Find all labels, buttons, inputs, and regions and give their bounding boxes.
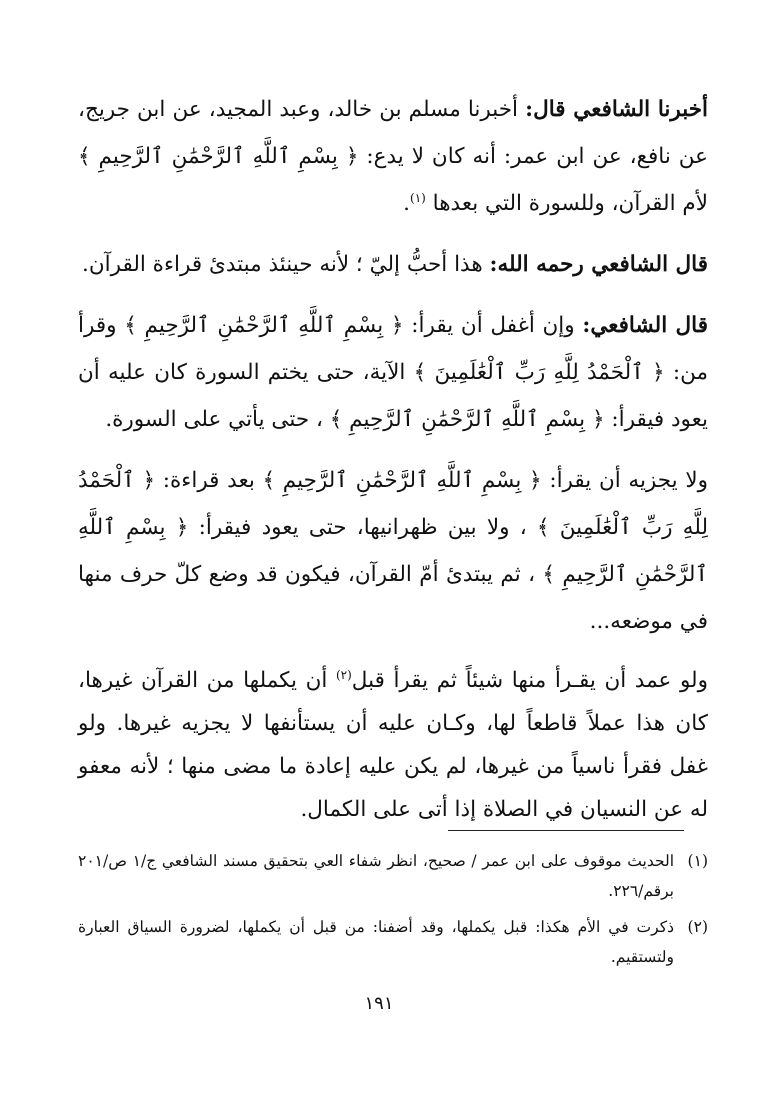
paragraph-text: ولا يجزيه أن يقرأ: ﴿ بِسْمِ ٱللَّهِ ٱلرَّحْمَٰنِ ٱلرَّحِيمِ ﴾ بعد قراءة: ﴿ ٱلْحَمْدُ لِلَّهِ رَبِّ ٱلْعَٰلَمِينَ ﴾ ، ولا بين ظهرانيها، حتى يعود فيقرأ: ﴿ بِسْمِ ٱللَّهِ ٱلرَّحْمَٰنِ ٱلرَّحِيمِ ﴾ ، ثم يبتدئ أمّ القرآن، فيكون قد وضع كلّ حرف منها في موضعه... — [78, 468, 708, 634]
footnote-text: الحديث موقوف على ابن عمر / صحيح، انظر شفاء العي بتحقيق مسند الشافعي ج/١ ص/٢٠١ برقم/٢٢٦. — [78, 852, 675, 900]
page-number: ١٩١ — [364, 993, 394, 1014]
paragraph-text: ولو عمد أن يقـرأ منها شيئاً ثم يقرأ قبل — [351, 668, 708, 693]
paragraph-5 — [78, 659, 708, 831]
paragraph-lead: أخبرنا الشافعي قال: — [525, 97, 708, 122]
paragraph-text: وإن أغفل أن يقرأ: ﴿ بِسْمِ ٱللَّهِ ٱلرَّحْمَٰنِ ٱلرَّحِيمِ ﴾ وقرأ من: ﴿ ٱلْحَمْدُ لِلَّهِ رَبِّ ٱلْعَٰلَمِينَ ﴾ الآية، حتى يختم السورة كان عليه أن يعود فيقرأ: ﴿ بِسْمِ ٱللَّهِ ٱلرَّحْمَٰنِ ٱلرَّحِيمِ ﴾ ، حتى يأتي على السورة. — [78, 313, 708, 432]
paragraph-text: أخبرنا مسلم بن خالد، وعبد المجيد، عن ابن جريج، عن نافع، عن ابن عمر: أنه كان لا يدع: ﴿ بِسْمِ ٱللَّهِ ٱلرَّحْمَٰنِ ٱلرَّحِيمِ ﴾ لأم القرآن، وللسورة التي بعدها — [78, 97, 708, 216]
paragraph-1 — [78, 86, 708, 227]
footnote-reference[interactable]: (١) — [410, 190, 426, 205]
paragraph-2 — [78, 241, 708, 288]
paragraph-3 — [78, 302, 708, 443]
footnote-1 — [78, 846, 708, 906]
paragraph-text: هذا أحبُّ إليّ ؛ لأنه حينئذ مبتدئ قراءة القرآن. — [81, 252, 483, 277]
paragraph-text-end: . — [403, 191, 410, 216]
footnote-reference[interactable]: (٢) — [335, 667, 352, 682]
footnote-separator — [448, 830, 684, 831]
main-text — [78, 86, 708, 831]
footnote-text: ذكرت في الأم هكذا: قبل يكملها، وقد أضفنا: من قبل أن يكملها، لضرورة السياق العبارة ولتستقيم. — [78, 918, 674, 966]
footnote-number: (٢) — [687, 918, 708, 936]
paragraph-lead: قال الشافعي: — [582, 313, 708, 338]
paragraph-text-end: أن يكملها من القرآن غيرها، كان هذا عملاً قاطعاً لها، وكـان عليه أن يستأنفها لا يجزيه غيرها. ولو غفل فقرأ ناسياً من غيرها، لم يكن عليه إعادة ما مضى منها ؛ لأنه معفو له عن النسيان في الصلاة إذا أتى على الكمال. — [78, 668, 708, 822]
footnote-2 — [78, 912, 708, 972]
footnotes — [78, 846, 708, 978]
footnote-number: (١) — [687, 852, 708, 870]
paragraph-4 — [78, 457, 708, 645]
paragraph-lead: قال الشافعي رحمه الله: — [489, 252, 708, 277]
